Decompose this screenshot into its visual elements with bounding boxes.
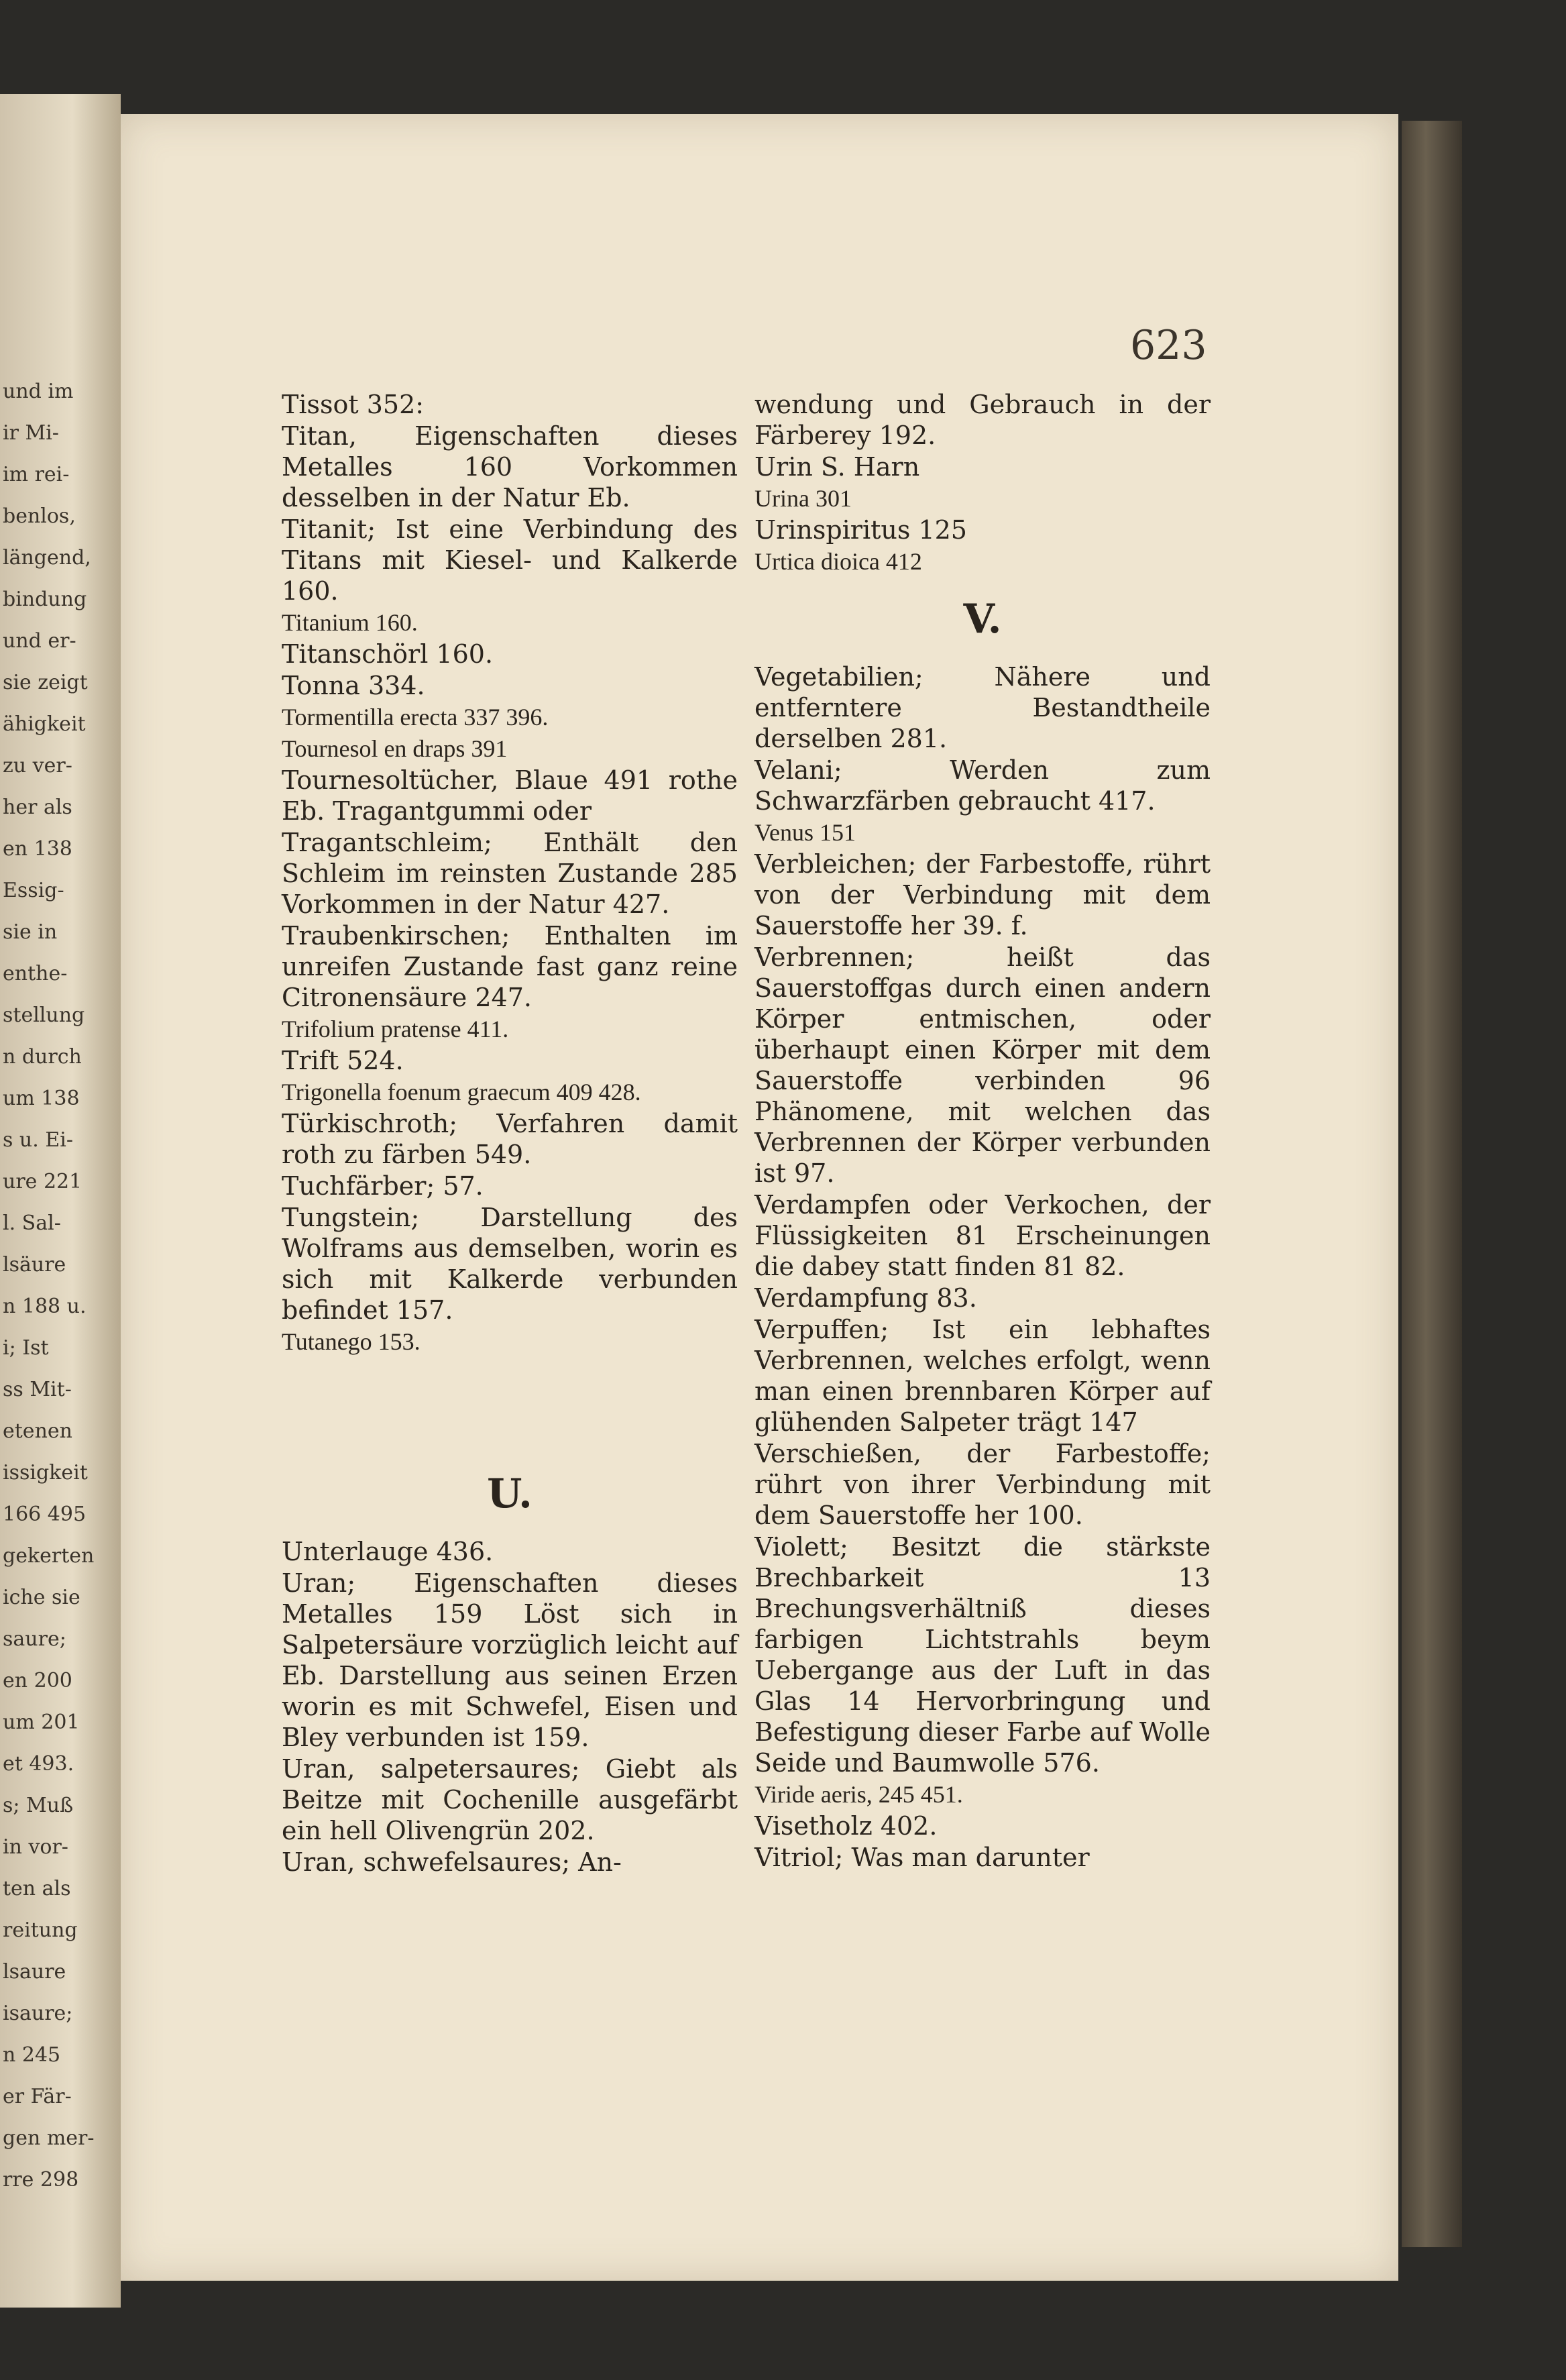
facing-page-fragment: issigkeit bbox=[3, 1461, 88, 1484]
book-edge bbox=[1402, 121, 1462, 2247]
index-entry: Titanit; Ist eine Verbindung des Titans mit Kiesel- und Kalkerde 160. bbox=[282, 515, 738, 606]
index-entry: Vegetabilien; Nähere und entferntere Bestandtheile derselben 281. bbox=[754, 662, 1211, 753]
facing-page-fragment: saure; bbox=[3, 1627, 66, 1651]
facing-page-fragment: gekerten bbox=[3, 1544, 95, 1568]
index-entry: Velani; Werden zum Schwarzfärben gebraucht 417. bbox=[754, 755, 1211, 816]
facing-page-fragment: rre 298 bbox=[3, 2168, 79, 2192]
entries-v bbox=[754, 661, 1211, 1873]
entries-u bbox=[282, 1536, 738, 1878]
facing-page-fragment: l. Sal- bbox=[3, 1211, 61, 1235]
facing-page-fragment: isaure; bbox=[3, 2002, 73, 2025]
index-entry: Urin S. Harn bbox=[754, 452, 920, 482]
index-entry: Urinspiritus 125 bbox=[754, 515, 967, 545]
index-entry: Titanschörl 160. bbox=[282, 639, 494, 669]
facing-page-fragment: und er- bbox=[3, 629, 76, 653]
facing-page-fragment: benlos, bbox=[3, 504, 76, 528]
index-entry: Urtica dioica 412 bbox=[754, 548, 922, 575]
facing-page-fragment: lsäure bbox=[3, 1253, 66, 1277]
index-entry: Tournesoltücher, Blaue 491 rothe Eb. Tragantgummi oder bbox=[282, 765, 738, 826]
facing-page-fragment: ähigkeit bbox=[3, 712, 86, 736]
index-entry: Verdampfen oder Verkochen, der Flüssigkeiten 81 Erscheinungen die dabey statt finden 81 82. bbox=[754, 1190, 1211, 1281]
facing-page-fragment: um 138 bbox=[3, 1087, 80, 1110]
facing-page-fragment: ss Mit- bbox=[3, 1378, 72, 1401]
index-entry: Trift 524. bbox=[282, 1046, 404, 1075]
index-entry: Uran, schwefelsaures; An- bbox=[282, 1847, 622, 1877]
index-entry: Trigonella foenum graecum 409 428. bbox=[282, 1079, 641, 1105]
spacer bbox=[282, 1358, 738, 1452]
index-entry: Venus 151 bbox=[754, 819, 856, 846]
facing-page-fragment: en 200 bbox=[3, 1669, 72, 1692]
facing-page-fragment: her als bbox=[3, 796, 72, 819]
index-column-left bbox=[282, 389, 738, 1878]
index-entry: Türkischroth; Verfahren damit roth zu färben 549. bbox=[282, 1109, 738, 1169]
facing-page-fragment: et 493. bbox=[3, 1752, 74, 1776]
index-entry: Viride aeris, 245 451. bbox=[754, 1781, 963, 1808]
facing-page-fragment: sie zeigt bbox=[3, 671, 88, 694]
facing-page-fragment: und im bbox=[3, 380, 74, 403]
facing-page-fragment: s u. Ei- bbox=[3, 1128, 73, 1152]
facing-page-edge bbox=[0, 94, 121, 2308]
facing-page-fragment: um 201 bbox=[3, 1711, 80, 1734]
index-entry: Tissot 352: bbox=[282, 390, 425, 419]
index-entry: Tungstein; Darstellung des Wolframs aus demselben, worin es sich mit Kalkerde verbunden befindet 157. bbox=[282, 1203, 738, 1325]
index-entry: Verpuffen; Ist ein lebhaftes Verbrennen, welches erfolgt, wenn man einen brennbaren Körper auf glühenden Salpeter trägt 147 bbox=[754, 1315, 1211, 1437]
facing-page-fragment: in vor- bbox=[3, 1835, 68, 1859]
index-entry: Trifolium pratense 411. bbox=[282, 1016, 509, 1042]
index-entry: Verbleichen; der Farbestoffe, rührt von der Verbindung mit dem Sauerstoffe her 39. f. bbox=[754, 849, 1211, 940]
facing-page-fragment: stellung bbox=[3, 1004, 85, 1027]
index-entry: Unterlauge 436. bbox=[282, 1537, 494, 1566]
facing-page-fragment: 166 495 bbox=[3, 1503, 87, 1526]
index-entry: Violett; Besitzt die stärkste Brechbarkeit 13 Brechungsverhältniß dieses farbigen Lichtstrahls beym Uebergange aus der Luft in das Glas 14 Hervorbringung und Befestigung dieser Farbe auf Wolle Seide und Baumwolle 576. bbox=[754, 1532, 1211, 1778]
facing-page-fragment: lsaure bbox=[3, 1960, 66, 1984]
index-column-right bbox=[754, 389, 1211, 1874]
index-entry: Verdampfung 83. bbox=[754, 1283, 977, 1313]
index-entry: Titanium 160. bbox=[282, 609, 418, 636]
facing-page-fragment: reitung bbox=[3, 1918, 78, 1942]
facing-page-fragment: bindung bbox=[3, 588, 87, 611]
entries-t bbox=[282, 389, 738, 1357]
index-entry: Tournesol en draps 391 bbox=[282, 735, 508, 762]
entries-u-continued bbox=[754, 389, 1211, 577]
facing-page-fragment: n 188 u. bbox=[3, 1295, 87, 1318]
index-entry: Tutanego 153. bbox=[282, 1328, 421, 1355]
facing-page-fragment: ir Mi- bbox=[3, 421, 59, 445]
facing-page-fragment: Essig- bbox=[3, 879, 64, 902]
index-entry: Titan, Eigenschaften dieses Metalles 160 Vorkommen desselben in der Natur Eb. bbox=[282, 421, 738, 512]
index-entry: Vitriol; Was man darunter bbox=[754, 1843, 1090, 1872]
index-entry: Verbrennen; heißt das Sauerstoffgas durch einen andern Körper entmischen, oder überhaupt einen Körper mit dem Sauerstoffe verbinden 96 Phänomene, mit welchen das Verbrennen der Körper verbunden ist 97. bbox=[754, 942, 1211, 1188]
facing-page-fragment: n 245 bbox=[3, 2043, 61, 2067]
facing-page-fragment: ure 221 bbox=[3, 1170, 82, 1193]
facing-page-fragment: längend, bbox=[3, 546, 91, 570]
facing-page-fragment: n durch bbox=[3, 1045, 82, 1069]
facing-page-fragment: sie in bbox=[3, 920, 58, 944]
index-entry: Tuchfärber; 57. bbox=[282, 1171, 484, 1201]
index-entry: Tormentilla erecta 337 396. bbox=[282, 704, 549, 731]
index-entry: Visetholz 402. bbox=[754, 1811, 938, 1841]
section-heading-v: V. bbox=[963, 596, 1002, 643]
index-entry: Uran; Eigenschaften dieses Metalles 159 Löst sich in Salpetersäure vorzüglich leicht auf Eb. Darstellung aus seinen Erzen worin es mit Schwefel, Eisen und Bley verbunden ist 159. bbox=[282, 1568, 738, 1752]
facing-page-fragment: er Fär- bbox=[3, 2085, 72, 2108]
facing-page-fragment: iche sie bbox=[3, 1586, 80, 1609]
index-entry: Tonna 334. bbox=[282, 671, 425, 700]
facing-page-fragment: s; Muß bbox=[3, 1794, 74, 1817]
section-heading-u: U. bbox=[487, 1470, 533, 1517]
facing-page-fragment: zu ver- bbox=[3, 754, 72, 777]
index-entry: Urina 301 bbox=[754, 485, 852, 512]
index-entry: Tragantschleim; Enthält den Schleim im reinsten Zustande 285 Vorkommen in der Natur 427. bbox=[282, 828, 738, 919]
facing-page-fragment: gen mer- bbox=[3, 2126, 95, 2150]
index-entry: Verschießen, der Farbestoffe; rührt von ihrer Verbindung mit dem Sauerstoffe her 100. bbox=[754, 1439, 1211, 1530]
facing-page-fragment: etenen bbox=[3, 1419, 72, 1443]
index-entry: Uran, salpetersaures; Giebt als Beitze mit Cochenille ausgefärbt ein hell Olivengrün 202. bbox=[282, 1754, 738, 1845]
facing-page-fragment: en 138 bbox=[3, 837, 72, 861]
facing-page-fragment: ten als bbox=[3, 1877, 71, 1900]
facing-page-fragment: enthe- bbox=[3, 962, 68, 985]
index-entry: wendung und Gebrauch in der Färberey 192. bbox=[754, 390, 1211, 450]
facing-page-fragment: im rei- bbox=[3, 463, 70, 486]
facing-page-fragment: i; Ist bbox=[3, 1336, 49, 1360]
index-entry: Traubenkirschen; Enthalten im unreifen Zustande fast ganz reine Citronensäure 247. bbox=[282, 921, 738, 1012]
page-number: 623 bbox=[1130, 322, 1207, 369]
